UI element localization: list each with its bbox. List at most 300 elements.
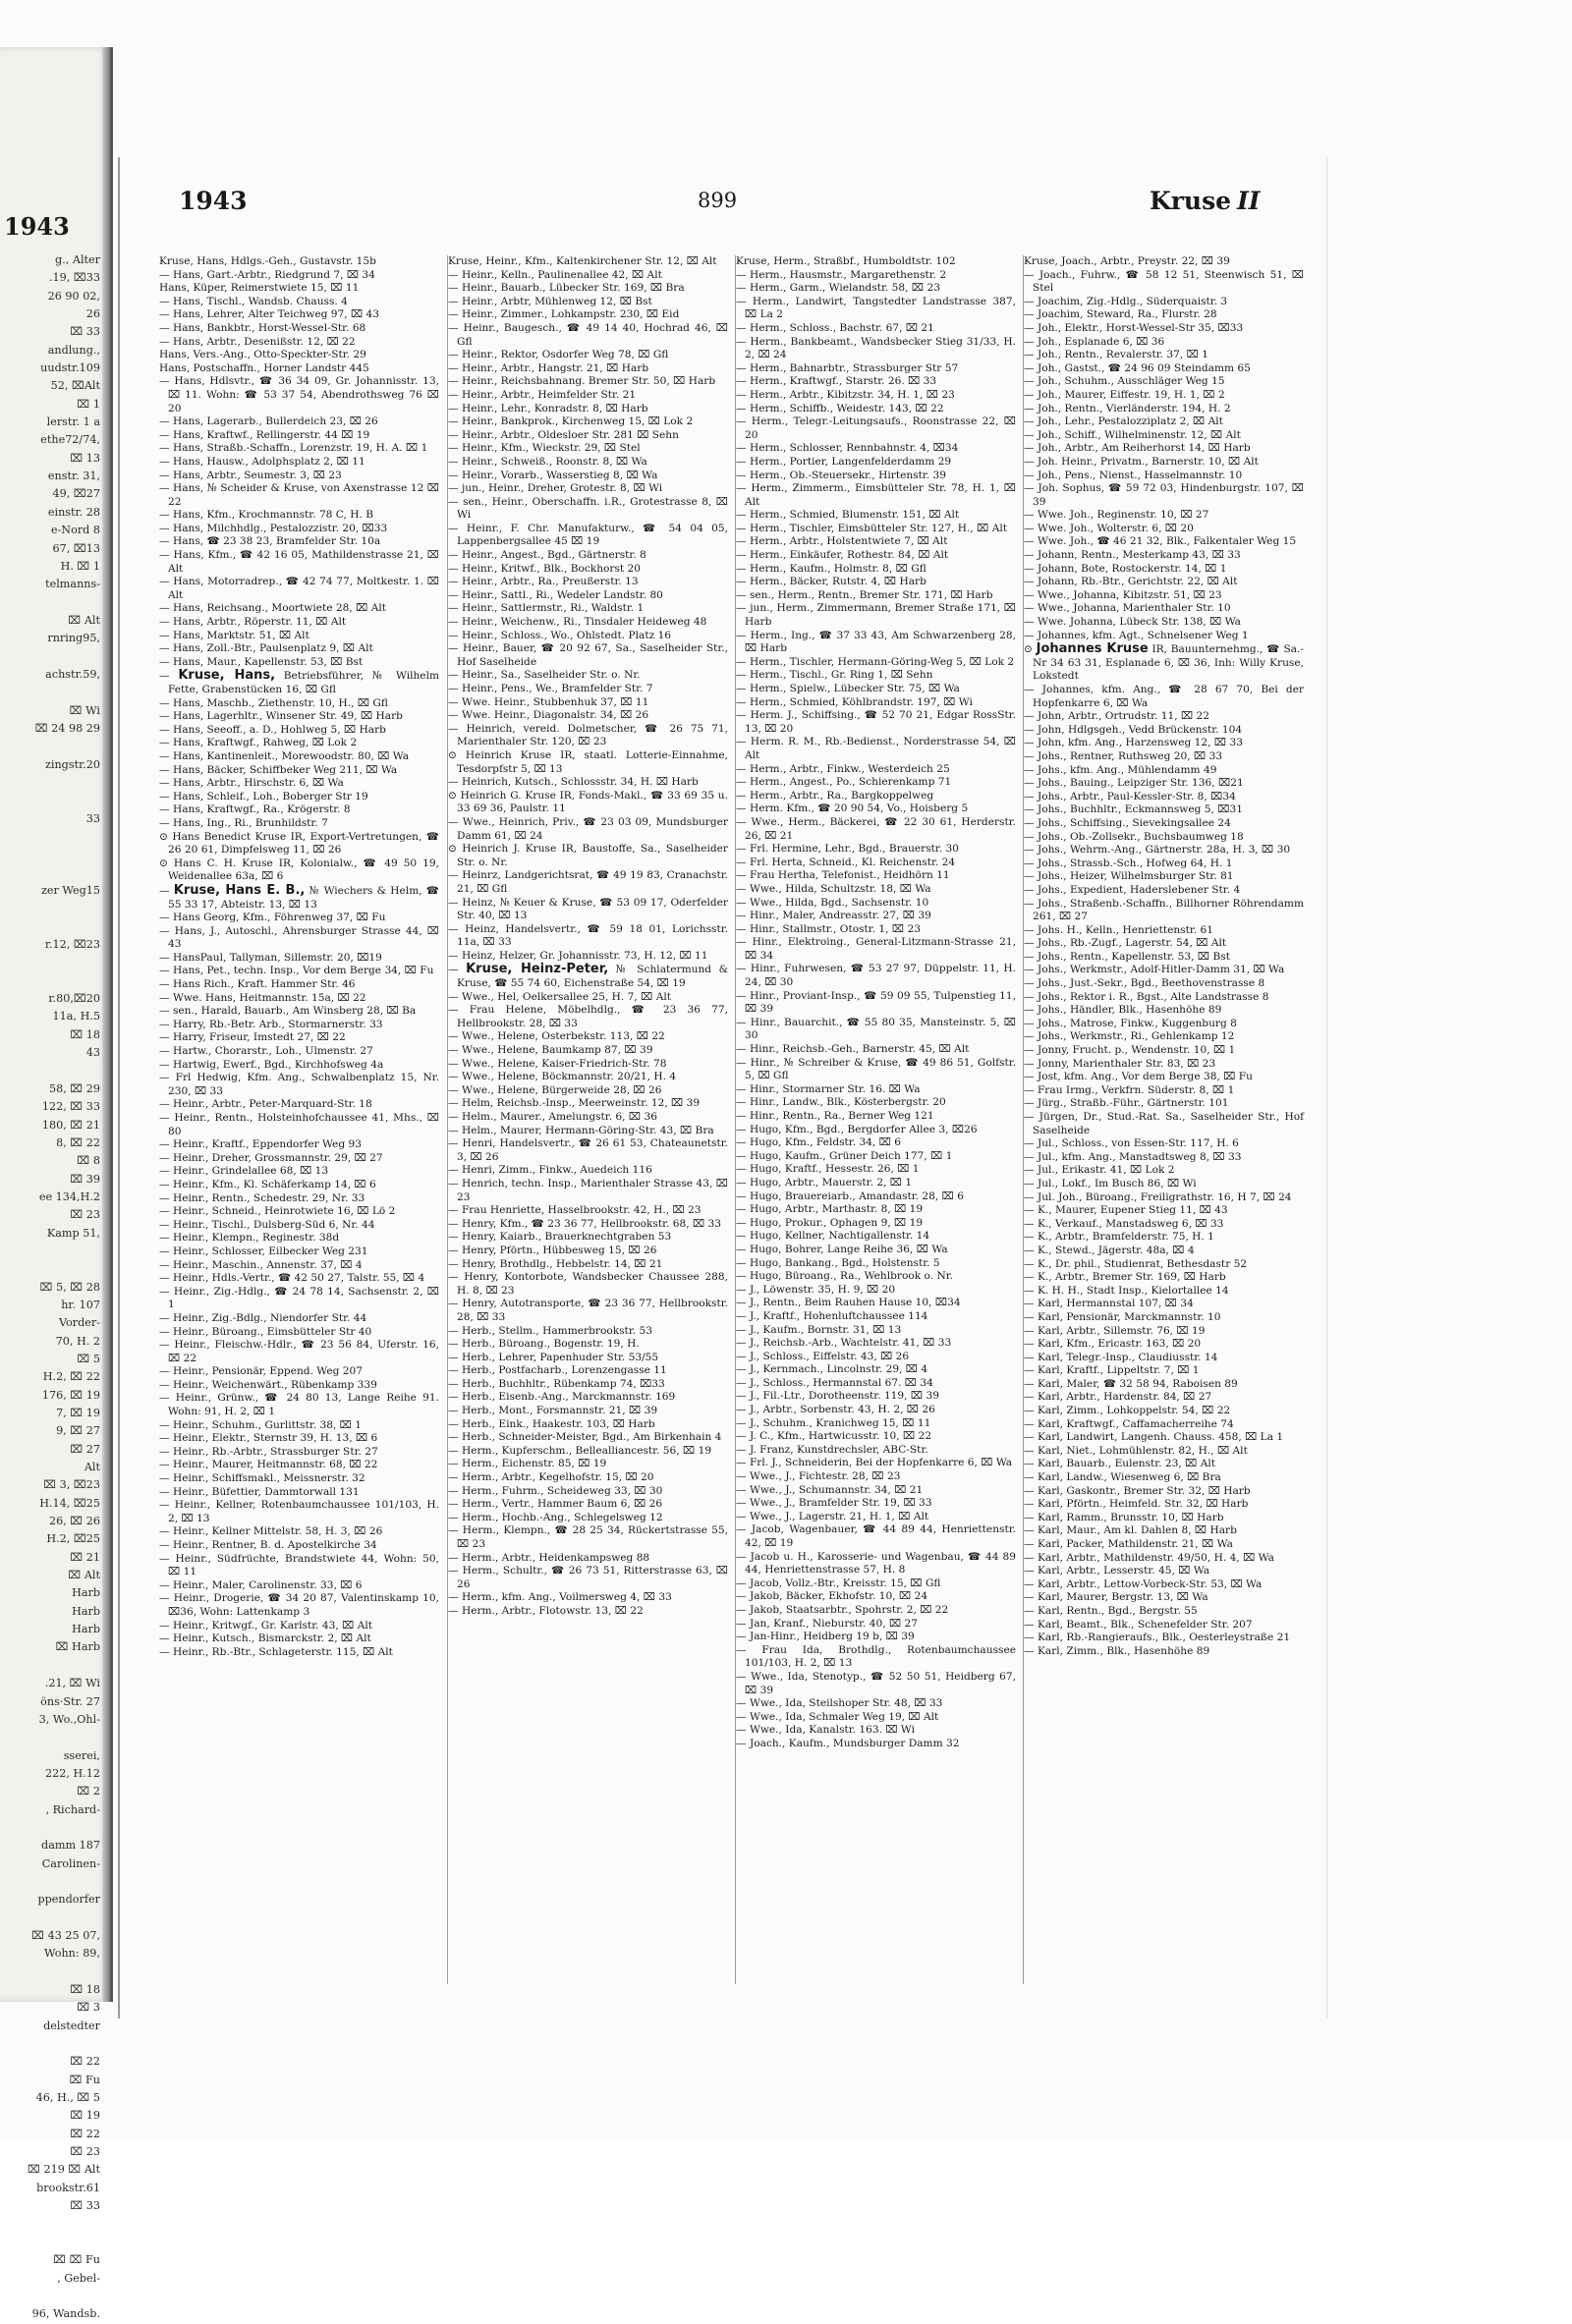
directory-entry: — Frl. J., Schneiderin, Bei der Hopfenkarre 6, ⌧ Wa [736,1457,1013,1469]
directory-entry: — Johs., Händler, Blk., Hasenhöhe 89 [1024,1004,1222,1017]
previous-page-line: ⌧ 33 [70,325,100,339]
previous-page-line: ee 134,H.2 [38,1190,100,1203]
previous-page-line [4,2035,100,2053]
directory-entry: — Heinz, Handelsvertr., ☎ 59 18 01, Lorichsstr. 11a, ⌧ 33 [448,922,728,949]
directory-entry: — Heinr., Sa., Saselheider Str. o. Nr. [448,669,641,682]
directory-entry: — Hans, Gart.-Arbtr., Riedgrund 7, ⌧ 34 [159,268,375,281]
previous-page-line: andlung., [47,343,100,357]
directory-entry: — Hans, Kfm., Krochmannstr. 78 C, H. B [159,509,374,522]
directory-entry: — Hans, Kfm., ☎ 42 16 05, Mathildenstrasse 21, ⌧ Alt [159,549,439,575]
directory-entry: — Hans, Lagerhltr., Winsener Str. 49, ⌧ Harb [159,710,403,723]
previous-page-line: ⌧ 2 [77,1785,100,1798]
directory-entry: — K., Arbtr., Bramfelderstr. 75, H. 1 [1024,1231,1214,1244]
directory-entry: — Hans, Ing., Ri., Brunhildstr. 7 [159,816,328,829]
directory-entry: — Wwe., Helene, Böckmannstr. 20/21, H. 4 [448,1071,677,1083]
directory-entry: — Herm. J., Schiffsing., ☎ 52 70 21, Edgar RossStr. 13, ⌧ 20 [736,709,1016,735]
directory-entry: — Heinr., Bauarb., Lübecker Str. 169, ⌧ Bra [448,282,685,295]
directory-entry: — Jul. Joh., Büroang., Freiligrathstr. 16, H 7, ⌧ 24 [1024,1190,1292,1203]
directory-entry: — Heinr., Lehr., Konradstr. 8, ⌧ Harb [448,402,648,415]
directory-entry: — Johs. H., Kelln., Henriettenstr. 61 [1024,923,1213,936]
directory-entry: — Wwe., Hel, Oelkersallee 25, H. 7, ⌧ Alt [448,990,671,1003]
directory-entry: — Henri, Handelsvertr., ☎ 26 61 53, Chateaunetstr. 3, ⌧ 26 [448,1137,728,1163]
page-header [120,157,1326,215]
directory-entry: — Hugo, Kfm., Bgd., Bergdorfer Allee 3, ⌧26 [736,1123,978,1135]
previous-page-line: 176, ⌧ 19 [41,1388,100,1402]
directory-entry: — Wwe., Helene, Osterbekstr. 113, ⌧ 22 [448,1030,665,1043]
directory-entry: — Herm., Arbtr., Heidenkampsweg 88 [448,1551,650,1564]
directory-entry: — Herm., Kaufm., Holmstr. 8, ⌧ Gfl [736,562,926,575]
directory-entry: — Hans Rich., Kraft. Hammer Str. 46 [159,978,356,991]
directory-entry: — Herm., Schiffb., Weidestr. 143, ⌧ 22 [736,402,944,415]
directory-entry: — Herm., Fuhrm., Scheideweg 33, ⌧ 30 [448,1484,663,1497]
directory-entry: — Heinr., Tischl., Dulsberg-Süd 6, Nr. 44 [159,1218,375,1231]
directory-entry: — Hans, Arbtr., Desenißstr. 12, ⌧ 22 [159,335,356,348]
directory-entry: — Heinr., Kraftf., Eppendorfer Weg 93 [159,1138,362,1151]
directory-column-4 [1023,255,1304,1984]
previous-page-line: 122, ⌧ 33 [41,1100,100,1114]
previous-page-line: ⌧ 24 98 29 [34,721,100,735]
bold-entry-name: Kruse, Hans E. B., [173,882,306,898]
directory-entry: — Heinr., Zig.-Hdlg., ☎ 24 78 14, Sachsenstr. 2, ⌧ 1 [159,1285,439,1311]
directory-entry: — Herm., Hausmstr., Margarethenstr. 2 [736,268,947,281]
previous-page-line: 8, ⌧ 22 [56,1135,100,1149]
directory-entry: — Hinr., № Schreiber & Kruse, ☎ 49 86 51, Golfstr. 5, ⌧ Gfl [736,1056,1016,1082]
previous-page-line [4,954,100,971]
directory-entry: — Wwe. Joh., Reginenstr. 10, ⌧ 27 [1024,509,1209,522]
directory-entry: — Heinr., Weichenw., Ri., Tinsdaler Heideweg 48 [448,616,707,629]
directory-entry: — Herm., Schloss., Bachstr. 67, ⌧ 21 [736,321,934,334]
previous-page-line: ⌧ 3 [77,2001,100,2015]
directory-entry: — Heinr., F. Chr. Manufakturw., ☎ 54 04 05, Lappenbergsallee 45 ⌧ 19 [448,522,728,548]
directory-entry: — Wwe. Heinr., Diagonalstr. 34, ⌧ 26 [448,709,649,722]
directory-entry: — Hans, Zoll.-Btr., Paulsenplatz 9, ⌧ Alt [159,642,373,655]
directory-entry: — Herm., Spielw., Lübecker Str. 75, ⌧ Wa [736,683,960,694]
directory-entry: — Herm., Ing., ☎ 37 33 43, Am Schwarzenberg 28, ⌧ Harb [736,629,1016,655]
directory-entry: — Herm., Tischler, Hermann-Göring-Weg 5, ⌧ Lok 2 [736,655,1015,668]
directory-entry: — Henry, Kfm., ☎ 23 36 77, Hellbrookstr. 68, ⌧ 33 [448,1217,722,1230]
directory-entry: Kruse, Herm., Straßbf., Humboldtstr. 102 [736,255,956,267]
directory-entry: — Joh., Schuhm., Ausschläger Weg 15 [1024,375,1225,388]
directory-entry: — Johs., Bauing., Leipziger Str. 136, ⌧21 [1024,777,1244,790]
directory-entry: — Harry, Rb.-Betr. Arb., Stormarnerstr. 33 [159,1018,383,1030]
previous-page-line: ⌧ 1 [77,397,100,411]
directory-entry: — Heinr., Kritwgf., Gr. Karlstr. 43, ⌧ Alt [159,1619,372,1632]
directory-entry: — Heinr., Hdls.-Vertr., ☎ 42 50 27, Talstr. 55, ⌧ 4 [159,1272,425,1285]
directory-entry: — Heinr., Rb.-Btr., Schlageterstr. 115, ⌧ Alt [159,1645,393,1658]
directory-entry: — Herb., Mont., Forsmannstr. 21, ⌧ 39 [448,1405,658,1417]
previous-page-line: hr. 107 [61,1298,100,1311]
previous-page-line: ⌧ 33 [70,2199,100,2213]
directory-entry: — Herb., Eisenb.-Ang., Marckmannstr. 169 [448,1391,676,1404]
directory-entry: — Wwe. Joh., Wolterstr. 6, ⌧ 20 [1024,522,1194,534]
directory-entry: — Johann, Rentn., Mesterkamp 43, ⌧ 33 [1024,549,1241,562]
directory-entry: — Herm., Arbtr., Kegelhofstr. 15, ⌧ 20 [448,1471,654,1484]
book-gutter [102,47,110,2002]
directory-entry: — Frau Helene, Möbelhdlg., ☎ 23 36 77, Hellbrookstr. 28, ⌧ 33 [448,1004,728,1029]
previous-page-line: 7, ⌧ 19 [56,1407,100,1419]
directory-entry: — Hans, Maschb., Ziethenstr. 10, H., ⌧ Gfl [159,696,388,709]
directory-entry: — Hans, Schleif., Loh., Boberger Str 19 [159,790,368,802]
previous-page-line [4,2215,100,2233]
previous-page-line: telmanns- [45,578,100,591]
previous-page-line: 67, ⌧13 [52,541,100,555]
directory-entry: — Karl, Kraftwgf., Caffamacherreihe 74 [1024,1417,1234,1430]
directory-entry: — Hans, J., Autoschl., Ahrensburger Strasse 44, ⌧ 43 [159,924,439,951]
directory-entry: — Johs., Ob.-Zollsekr., Buchsbaumweg 18 [1024,830,1244,843]
directory-columns [159,255,1309,1984]
directory-entry: — Heinr., Kutsch., Bismarckstr. 2, ⌧ Alt [159,1632,371,1645]
directory-entry: — Hans, ☎ 23 38 23, Bramfelder Str. 10a [159,535,381,548]
directory-entry: — sen., Herm., Rentn., Bremer Str. 171, ⌧ Harb [736,588,993,601]
previous-page-line: Carolinen- [41,1856,100,1870]
previous-page-line: 11a, H.5 [52,1010,100,1024]
directory-entry: — Wwe., Helene, Kaiser-Friedrich-Str. 78 [448,1057,667,1070]
previous-page-line: Harb [72,1623,100,1636]
directory-entry: — Henrich, techn. Insp., Marienthaler Strasse 43, ⌧ 23 [448,1177,728,1203]
directory-entry: — Heinr., Schweiß., Roonstr. 8, ⌧ Wa [448,455,647,468]
previous-page-line: ⌧ 13 [70,451,100,465]
directory-entry: — Jan, Kranf., Nieburstr. 40, ⌧ 27 [736,1617,919,1630]
previous-page-line: ⌧ 43 25 07, [31,1928,100,1942]
directory-entry: — Heinr., Rentner, B. d. Apostelkirche 34 [159,1539,377,1551]
directory-entry: — Heinr., Kfm., Wieckstr. 29, ⌧ Stel [448,442,641,455]
directory-entry: — Hugo, Bohrer, Lange Reihe 36, ⌧ Wa [736,1243,948,1255]
previous-page-line: 180, ⌧ 21 [41,1118,100,1132]
directory-entry: — Hinr., Landw., Blk., Kösterbergstr. 20 [736,1096,946,1109]
directory-entry: — Heinr., Arbtr., Heimfelder Str. 21 [448,388,637,401]
directory-entry: — Herm., Portier, Langenfelderdamm 29 [736,455,952,468]
previous-page-line: 26, ⌧ 26 [48,1515,100,1528]
directory-entry: — Herm. Kfm., ☎ 20 90 54, Vo., Hoisberg 5 [736,802,969,815]
bold-entry-name: Johannes Kruse [1036,641,1149,657]
directory-entry: — Herm., Vertr., Hammer Baum 6, ⌧ 26 [448,1498,663,1511]
directory-entry: ⊙ Heinrich Kruse IR, staatl. Lotterie-Einnahme, Tesdorpfstr 5, ⌧ 13 [448,748,728,775]
directory-entry: — Heinr., Kelln., Paulinenallee 42, ⌧ Alt [448,268,662,281]
directory-entry: — Heinr., Dreher, Grossmannstr. 29, ⌧ 27 [159,1151,383,1164]
directory-entry: — Herm., kfm. Ang., Voilmersweg 4, ⌧ 33 [448,1591,672,1604]
previous-page-line: H.2, ⌧25 [46,1532,100,1546]
directory-entry: — Herm., Schmied, Blumenstr. 151, ⌧ Alt [736,509,960,522]
directory-entry: — J., Schuhm., Kranichweg 15, ⌧ 11 [736,1416,931,1429]
previous-page-line [4,594,100,612]
previous-page-line: ⌧ 3, ⌧23 [43,1478,100,1492]
previous-page-line: ⌧ 8 [77,1154,100,1168]
previous-page-line [4,900,100,917]
directory-entry: — Heinr., Baugesch., ☎ 49 14 40, Hochrad 46, ⌧ Gfl [448,321,728,348]
previous-page-line: ⌧ 23 [70,2145,100,2159]
directory-entry: — John, kfm. Ang., Harzensweg 12, ⌧ 33 [1024,737,1243,749]
previous-page-line [4,846,100,863]
previous-page-line: e-Nord 8 [50,524,100,537]
directory-entry: — Wwe., J., Lagerstr. 21, H. 1, ⌧ Alt [736,1510,929,1522]
directory-entry: — Karl, Arbtr., Lettow-Vorbeck-Str. 53, ⌧ Wa [1024,1577,1263,1590]
directory-entry: — Karl, Rb.-Rangieraufs., Blk., Oesterleystraße 21 [1024,1632,1291,1644]
previous-page-line: rnring95, [47,632,100,645]
directory-entry: — Heinrich, vereid. Dolmetscher, ☎ 26 75 71, Marienthaler Str. 120, ⌧ 23 [448,722,728,748]
directory-entry: — Karl, Niet., Lohmühlenstr. 82, H., ⌧ Alt [1024,1444,1248,1457]
previous-page-line: 52, ⌧Alt [50,379,100,393]
directory-entry: — Joh., Arbtr., Am Reiherhorst 14, ⌧ Harb [1024,442,1251,455]
running-head [1150,187,1260,215]
directory-entry: — Hans, Hdlsvtr., ☎ 36 34 09, Gr. Johannisstr. 13, ⌧ 11. Wohn: ☎ 53 37 54, Abendrothsweg 76 ⌧ 20 [159,375,439,415]
previous-page-line [4,1062,100,1079]
directory-entry: — Wwe. Hans, Heitmannstr. 15a, ⌧ 22 [159,991,366,1004]
directory-entry: — Hinr., Bauarchit., ☎ 55 80 35, Mansteinstr. 5, ⌧ 30 [736,1016,1016,1042]
directory-entry: — Johs., Strassb.-Sch., Hofweg 64, H. 1 [1024,857,1233,869]
directory-entry: — Hugo, Brauereiarb., Amandastr. 28, ⌧ 6 [736,1190,964,1202]
directory-entry: — Hans Georg, Kfm., Föhrenweg 37, ⌧ Fu [159,912,386,924]
directory-entry: — Hans, Bäcker, Schiffbeker Weg 211, ⌧ Wa [159,763,398,776]
previous-page-line: zer Weg15 [40,884,100,898]
directory-entry: — Karl, Pförtn., Heimfeld. Str. 32, ⌧ Harb [1024,1498,1249,1511]
directory-entry: — Heinr., Südfrüchte, Brandstwiete 44, Wohn: 50, ⌧ 11 [159,1552,439,1578]
previous-page-line [4,1873,100,1891]
directory-entry: — J., Löwenstr. 35, H. 9, ⌧ 20 [736,1283,896,1296]
previous-page-line: delstedter [43,2019,100,2032]
directory-entry: — Heinr., Elektr., Sternstr 39, H. 13, ⌧ 6 [159,1432,378,1445]
directory-entry: — Herm., Klempn., ☎ 28 25 34, Rückertstrasse 55, ⌧ 23 [448,1524,728,1550]
directory-entry: — Wwe., Herm., Bäckerei, ☎ 22 30 61, Herderstr. 26, ⌧ 21 [736,815,1016,842]
directory-entry: — Herm., Ob.-Steuersekr., Hirtenstr. 39 [736,469,947,481]
directory-entry: — Johs., Rentn., Kapellenstr. 53, ⌧ Bst [1024,950,1230,963]
directory-entry: — jun., Heinr., Dreher, Grotestr. 8, ⌧ Wi [448,482,663,495]
directory-entry: — Jul., Schloss., von Essen-Str. 117, H. 6 [1024,1137,1239,1150]
directory-entry: ⊙ Hans Benedict Kruse IR, Export-Vertretungen, ☎ 26 20 61, Dimpfelsweg 11, ⌧ 26 [159,830,439,857]
previous-page-line: .19, ⌧33 [48,271,100,285]
previous-page-line: .21, ⌧ Wi [44,1677,100,1690]
previous-page-line [4,792,100,809]
directory-entry: — Heinr., Rentn., Schedestr. 29, Nr. 33 [159,1191,365,1204]
directory-entry: — Hans, Kraftwgf., Rahweg, ⌧ Lok 2 [159,737,358,749]
directory-entry: — Heinr., Reichsbahnang. Bremer Str. 50, ⌧ Harb [448,375,716,388]
directory-entry: — Hugo, Kellner, Nachtigallenstr. 14 [736,1230,930,1243]
directory-entry: — Jürgen, Dr., Stud.-Rat. Sa., Saselheider Str., Hof Saselheide [1024,1111,1304,1136]
directory-entry: — Heinr., Maschin., Annenstr. 37, ⌧ 4 [159,1258,363,1271]
directory-entry: — Herm., Angest., Po., Schierenkamp 71 [736,776,952,789]
directory-entry: — Henry, Kaiarb., Brauerknechtgraben 53 [448,1231,672,1244]
previous-page-line: r.12, ⌧23 [44,938,100,952]
directory-entry: — Karl, Landw., Wiesenweg 6, ⌧ Bra [1024,1471,1221,1484]
directory-entry: — Jacob, Vollz.-Btr., Kreisstr. 15, ⌧ Gfl [736,1577,941,1589]
directory-entry: — Hugo, Kraftf., Hessestr. 26, ⌧ 1 [736,1163,920,1176]
directory-entry: — Karl, Maler, ☎ 32 58 94, Raboisen 89 [1024,1377,1238,1390]
directory-entry: — Herm., Einkäufer, Rothestr. 84, ⌧ Alt [736,549,949,562]
directory-entry: — Karl, Ramm., Brunsstr. 10, ⌧ Harb [1024,1511,1224,1523]
directory-entry: — Johs., Straßenb.-Schaffn., Billhorner Röhrendamm 261, ⌧ 27 [1024,897,1304,923]
directory-entry: — Hans, Arbtr., Seumestr. 3, ⌧ 23 [159,469,342,481]
directory-entry: — Heinr., Vorarb., Wasserstieg 8, ⌧ Wa [448,469,658,481]
directory-entry: — K., Arbtr., Bremer Str. 169, ⌧ Harb [1024,1271,1226,1284]
directory-entry: — Wwe., Johanna, Marienthaler Str. 10 [1024,602,1231,615]
directory-entry: — Herm., Arbtr., Holstentwiete 7, ⌧ Alt [736,535,948,548]
directory-entry: — J. Franz, Kunstdrechsler, ABC-Str. [736,1443,928,1456]
previous-page-line [4,648,100,666]
directory-entry: — Heinr., Maler, Carolinenstr. 33, ⌧ 6 [159,1578,363,1591]
directory-entry: — Joh., Esplanade 6, ⌧ 36 [1024,335,1165,348]
directory-entry: — Jan-Hinr., Heidberg 19 b, ⌧ 39 [736,1631,915,1643]
directory-entry: — Wwe., Ida, Schmaler Weg 19, ⌧ Alt [736,1710,939,1723]
previous-page-line: uudstr.109 [40,361,100,375]
directory-entry: — Johann, Bote, Rostockerstr. 14, ⌧ 1 [1024,562,1227,575]
directory-entry: — Hartwig, Ewerf., Bgd., Kirchhofsweg 4a [159,1058,384,1071]
directory-entry: — Hinr., Proviant-Insp., ☎ 59 09 55, Tulpenstieg 11, ⌧ 39 [736,989,1016,1016]
directory-entry: — Heinr., Weichenwärt., Rübenkamp 339 [159,1378,377,1391]
directory-entry: — Heinz, Helzer, Gr. Johannisstr. 73, H. 12, ⌧ 11 [448,949,708,962]
previous-page-line [4,1909,100,1927]
directory-entry: — Heinr., Schiffsmakl., Meissnerstr. 32 [159,1472,365,1485]
directory-entry: — K., Stewd., Jägerstr. 48a, ⌧ 4 [1024,1244,1195,1256]
directory-entry: — Herm., Tischler, Eimsbütteler Str. 127, H., ⌧ Alt [736,522,1008,534]
directory-entry: — Heinr., Kfm., Kl. Schäferkamp 14, ⌧ 6 [159,1178,376,1190]
directory-entry: — Hans, Bankbtr., Horst-Wessel-Str. 68 [159,321,366,334]
directory-entry: — Karl, Rentn., Bgd., Bergstr. 55 [1024,1604,1198,1617]
directory-entry: — Johannes, kfm. Ang., ☎ 28 67 70, Bei der Hopfenkarre 6, ⌧ Wa [1024,684,1304,709]
directory-entry: — Herb., Stellm., Hammerbrookstr. 53 [448,1324,652,1337]
previous-page-line: achstr.59, [45,667,100,681]
previous-page-line: ⌧ 22 [70,2055,100,2069]
directory-entry: — Heinr., Angest., Bgd., Gärtnerstr. 8 [448,549,646,562]
previous-page-line: ⌧ 39 [70,1172,100,1186]
previous-page-line [4,2288,100,2305]
directory-entry: — Karl, Beamt., Blk., Schenefelder Str. 207 [1024,1618,1253,1631]
previous-page-line: ⌧ 5, ⌧ 28 [39,1280,100,1294]
directory-entry: — Hans, Seeoff., a. D., Hohlweg 5, ⌧ Harb [159,723,386,736]
directory-entry: — Jul., Erikastr. 41, ⌧ Lok 2 [1024,1164,1175,1177]
previous-page-line: damm 187 [41,1839,100,1853]
directory-entry: — J. C., Kfm., Hartwicusstr. 10, ⌧ 22 [736,1430,932,1443]
directory-entry: — Herm., Zimmerm., Eimsbütteler Str. 78, H. 1, ⌧ Alt [736,482,1016,508]
directory-entry: — Karl, Zimm., Blk., Hasenhöhe 89 [1024,1644,1210,1657]
previous-page-line: Harb [72,1604,100,1618]
directory-entry: — Frau Hertha, Telefonist., Heidhörn 11 [736,869,950,882]
previous-page-line: ⌧ 22 [70,2127,100,2140]
previous-page-line: enstr. 31, [47,470,100,483]
directory-entry: — Hans, Lagerarb., Bullerdeich 23, ⌧ 26 [159,415,378,428]
directory-entry: — Hinr., Maler, Andreasstr. 27, ⌧ 39 [736,910,931,922]
directory-entry: Hans, Postschaffn., Horner Landstr 445 [159,361,369,374]
previous-page-line: 222, H.12 [44,1766,100,1780]
previous-page-line [4,2234,100,2251]
directory-entry: — Herm., Bäcker, Rutstr. 4, ⌧ Harb [736,576,926,588]
directory-entry: — Heinr., Sattl., Ri., Wedeler Landstr. 80 [448,588,663,601]
previous-page-line: ⌧ ⌧ Fu [53,2253,100,2267]
directory-entry: — Hans, Motorradrep., ☎ 42 74 77, Moltkestr. 1. ⌧ Alt [159,576,439,601]
directory-entry: — Henry, Pförtn., Hübbesweg 15, ⌧ 26 [448,1244,657,1256]
directory-entry: — Heinr., Grindelallee 68, ⌧ 13 [159,1165,329,1178]
directory-entry: — Heinr., Sattlermstr., Ri., Waldstr. 1 [448,602,645,615]
directory-entry: — Joh. Heinr., Privatm., Barnerstr. 10, ⌧ Alt [1024,455,1259,468]
previous-page-line: 46, H., ⌧ 5 [35,2091,100,2105]
directory-entry: — Joh., Maurer, Eiffestr. 19, H. 1, ⌧ 2 [1024,388,1225,401]
directory-entry: — Herm., Bahnarbtr., Strassburger Str 57 [736,361,959,374]
directory-entry: Kruse, Hans, Hdlgs.-Geh., Gustavstr. 15b [159,255,376,267]
previous-page-line: , Richard- [45,1802,100,1816]
directory-entry: — Henri, Zimm., Finkw., Auedeich 116 [448,1164,652,1177]
previous-page-line: H.2, ⌧ 22 [42,1370,100,1384]
directory-entry: — Heinr., Maurer, Heitmannstr. 68, ⌧ 22 [159,1459,378,1471]
previous-page-line: sserei, [63,1748,100,1762]
directory-entry: ⊙ Johannes Kruse IR, Bauunternehmg., ☎ Sa.-Nr 34 63 31, Esplanade 6, ⌧ 36, Inh: Willy Kruse, Lokstedt [1024,641,1305,683]
directory-entry: — Karl, Zimm., Lohkoppelstr. 54, ⌧ 22 [1024,1405,1231,1417]
directory-entry: — Karl, Arbtr., Lesserstr. 45, ⌧ Wa [1024,1565,1210,1577]
directory-entry: — Wwe. Johanna, Lübeck Str. 138, ⌧ Wa [1024,616,1241,629]
previous-page-line [4,864,100,882]
directory-entry: — Wwe., Helene, Baumkamp 87, ⌧ 39 [448,1044,653,1057]
previous-page-line: ⌧ 19 [70,2109,100,2123]
directory-entry: — Herm., Schmied, Köhlbrandstr. 197, ⌧ Wi [736,695,973,708]
directory-entry: — Jacob u. H., Karosserie- und Wagenbau, ☎ 44 89 44, Henriettenstrasse 57, H. 8 [736,1550,1016,1577]
previous-page-line [4,1243,100,1260]
directory-entry: — Herm., Bankbeamt., Wandsbecker Stieg 31/33, H. 2, ⌧ 24 [736,335,1016,361]
directory-entry: — Jakob, Bäcker, Ekhofstr. 10, ⌧ 24 [736,1590,928,1603]
previous-page-line: 33 [85,811,100,825]
directory-entry: — Johs., Wehrm.-Ang., Gärtnerstr. 28a, H. 3, ⌧ 30 [1024,844,1291,857]
previous-page-line: Vorder- [58,1316,100,1330]
directory-entry: — Joachim, Steward, Ra., Flurstr. 28 [1024,308,1217,321]
directory-entry: — Henry, Autotransporte, ☎ 23 36 77, Hellbrookstr. 28, ⌧ 33 [448,1298,728,1323]
directory-entry: — Heinr., Zig.-Bdlg., Niendorfer Str. 44 [159,1311,367,1324]
running-head-section: II [1237,187,1261,215]
directory-entry: — Hans, Straßb.-Schaffn., Lorenzstr. 19, H. A. ⌧ 1 [159,442,428,455]
directory-entry: ⊙ Heinrich J. Kruse IR, Baustoffe, Sa., Saselheider Str. o. Nr. [448,843,728,868]
directory-entry: — Hans, Maur., Kapellenstr. 53, ⌧ Bst [159,655,364,668]
directory-entry: — J., Schloss., Hermannstal 67. ⌧ 34 [736,1376,933,1389]
previous-page-line [4,918,100,936]
directory-entry: — Heinz, № Keuer & Kruse, ☎ 53 09 17, Oderfelder Str. 40, ⌧ 13 [448,896,728,922]
directory-entry: — Hinr., Fuhrwesen, ☎ 53 27 97, Düppelstr. 11, H. 24, ⌧ 30 [736,963,1016,989]
directory-entry: — Heinr., Fleischw.-Hdlr., ☎ 23 56 84, Uferstr. 16, ⌧ 22 [159,1339,439,1364]
directory-entry: — Hugo, Kfm., Feldstr. 34, ⌧ 6 [736,1136,901,1149]
directory-entry: — Hugo, Arbtr., Marthastr. 8, ⌧ 19 [736,1203,924,1216]
directory-entry: — Harry, Friseur, Imstedt 27, ⌧ 22 [159,1031,346,1044]
directory-entry: — Heinr., Büfettier, Dammtorwall 131 [159,1485,360,1498]
directory-entry: — Karl, Packer, Mathildenstr. 21, ⌧ Wa [1024,1538,1233,1550]
running-head-surname: Kruse [1150,187,1232,215]
previous-page-line: H.14, ⌧25 [39,1496,100,1510]
directory-entry: — K., Dr. phil., Studienrat, Bethesdastr 52 [1024,1257,1248,1270]
bold-entry-name: Kruse, Hans, [178,668,276,684]
directory-entry: — J., Rentn., Beim Rauhen Hause 10, ⌧34 [736,1297,961,1309]
directory-entry: — Jonny, Frucht. p., Wendenstr. 10, ⌧ 1 [1024,1044,1236,1057]
bold-entry-name: Kruse, Heinz-Peter, [466,962,609,977]
directory-entry: — Johannes, kfm. Agt., Schnelsener Weg 1 [1024,629,1249,641]
directory-entry: — Herm., Garm., Wielandstr. 58, ⌧ 23 [736,282,940,295]
previous-page-line: lerstr. 1 a [46,415,100,429]
directory-entry: — Karl, Arbtr., Hardenstr. 84, ⌧ 27 [1024,1391,1212,1404]
directory-entry: — Hans, Tischl., Wandsb. Chauss. 4 [159,295,348,307]
directory-entry: — Heinr., Schuhm., Gurlittstr. 38, ⌧ 1 [159,1418,362,1431]
directory-column-1 [159,255,439,1984]
directory-entry: — Joh., Lehr., Pestalozziplatz 2, ⌧ Alt [1024,415,1223,428]
directory-entry: — Heinr., Pens., We., Bramfelder Str. 7 [448,683,653,694]
directory-page [118,157,1327,2019]
directory-entry: — Helm., Maurer, Hermann-Göring-Str. 43, ⌧ Bra [448,1124,714,1136]
directory-entry: — Wwe., Ida, Kanalstr. 163. ⌧ Wi [736,1724,916,1737]
directory-entry: — Johs., Arbtr., Paul-Kessler-Str. 8, ⌧34 [1024,790,1236,802]
previous-page-line: ⌧ 18 [70,1983,100,1996]
directory-entry: — Hans, Kraftwf., Rellingerstr. 44 ⌧ 19 [159,428,370,441]
directory-entry: — Hans, Marktstr. 51, ⌧ Alt [159,629,309,641]
directory-entry: — K., Verkauf., Manstadsweg 6, ⌧ 33 [1024,1217,1224,1230]
previous-page-line: 26 90 02, [47,289,100,303]
directory-entry: — Karl, Bauarb., Eulenstr. 23, ⌧ Alt [1024,1458,1216,1470]
directory-entry: — Joh., Pens., Nienst., Hasselmannstr. 10 [1024,469,1243,481]
directory-entry: — Herm., Eichenstr. 85, ⌧ 19 [448,1458,607,1470]
previous-page-line: Alt [84,1461,100,1474]
directory-entry: — Johs., Heizer, Wilhelmsburger Str. 81 [1024,870,1234,883]
directory-entry: — Johs., kfm. Ang., Mühlendamm 49 [1024,763,1217,776]
directory-entry: — Johs., Rektor i. R., Bgst., Alte Landstrasse 8 [1024,990,1269,1003]
